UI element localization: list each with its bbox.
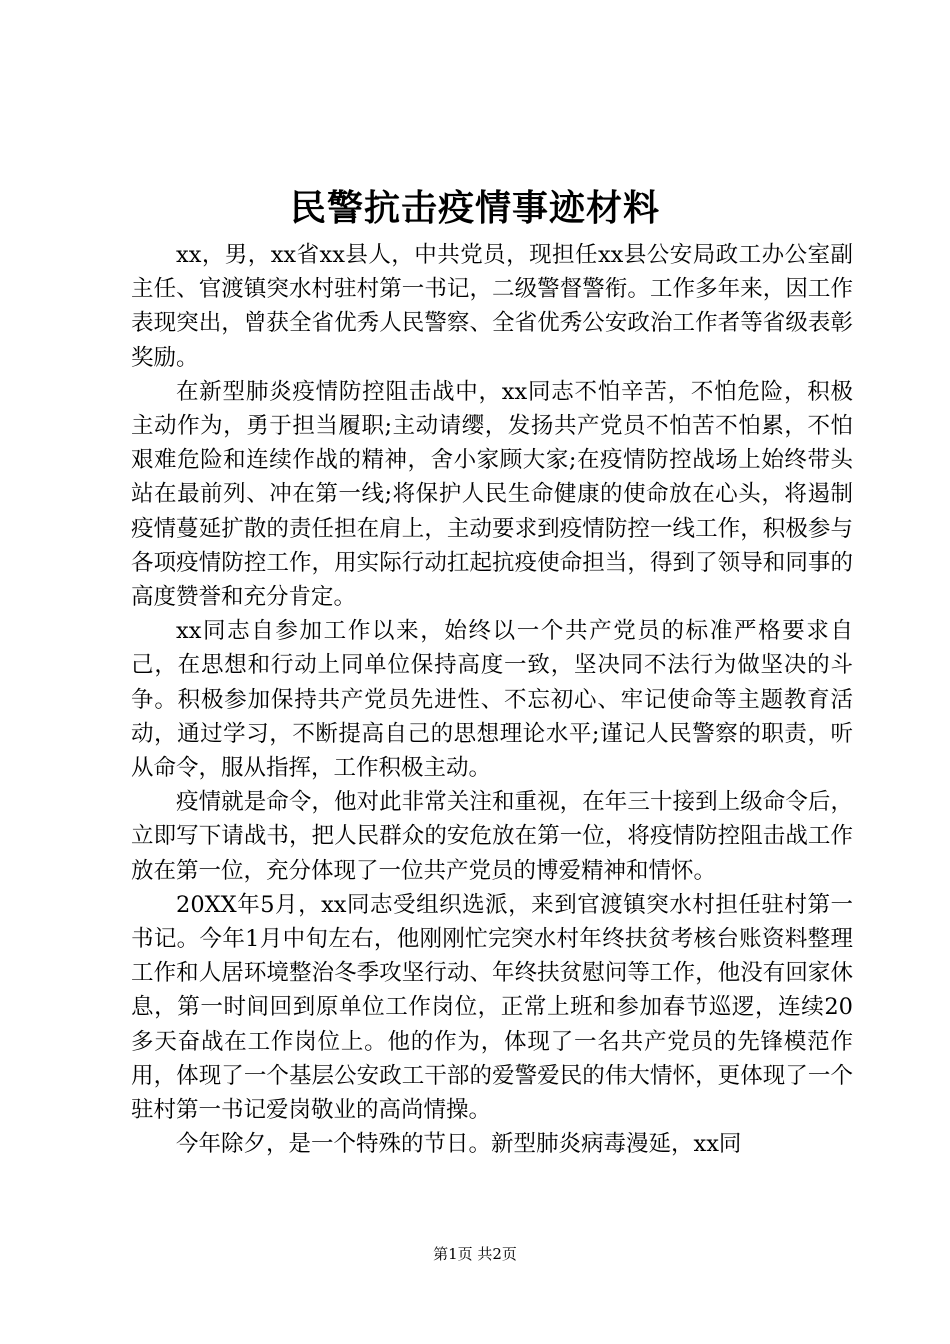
paragraph-5: 20XX年5月，xx同志受组织选派，来到官渡镇突水村担任驻村第一书记。今年1月中旬左右，他刚刚忙完突水村年终扶贫考核台账资料整理工作和人居环境整治冬季攻坚行动、年终扶贫慰问等工作，他没有回家休息，第一时间回到原单位工作岗位，正常上班和参加春节巡逻，连续20多天奋战在工作岗位上。他的作为，体现了一名共产党员的先锋模范作用，体现了一个基层公安政工干部的爱警爱民的伟大情怀，更体现了一个驻村第一书记爱岗敬业的高尚情操。: [131, 891, 853, 1124]
paragraph-3: xx同志自参加工作以来，始终以一个共产党员的标准严格要求自己，在思想和行动上同单位保持高度一致，坚决同不法行为做坚决的斗争。积极参加保持共产党员先进性、不忘初心、牢记使命等主题教育活动，通过学习，不断提高自己的思想理论水平;谨记人民警察的职责，听从命令，服从指挥，工作积极主动。: [131, 618, 853, 782]
paragraph-6: 今年除夕，是一个特殊的节日。新型肺炎病毒漫延，xx同: [176, 1131, 742, 1158]
paragraph-2: 在新型肺炎疫情防控阻击战中，xx同志不怕辛苦，不怕危险，积极主动作为，勇于担当履职;主动请缨，发扬共产党员不怕苦不怕累，不怕艰难危险和连续作战的精神，舍小家顾大家;在疫情防控战场上始终带头站在最前列、冲在第一线;将保护人民生命健康的使命放在心头，将遏制疫情蔓延扩散的责任担在肩上，主动要求到疫情防控一线工作，积极参与各项疫情防控工作，用实际行动扛起抗疫使命担当，得到了领导和同事的高度赞誉和充分肯定。: [131, 378, 853, 611]
document-title: 民警抗击疫情事迹材料: [289, 187, 660, 229]
paragraph-4: 疫情就是命令，他对此非常关注和重视，在年三十接到上级命令后，立即写下请战书，把人民群众的安危放在第一位，将疫情防控阻击战工作放在第一位，充分体现了一位共产党员的博爱精神和情怀。: [131, 789, 853, 884]
page-footer: 第1页 共2页: [433, 1245, 517, 1263]
document-body: [131, 238, 853, 1161]
paragraph-1: xx，男，xx省xx县人，中共党员，现担任xx县公安局政工办公室副主任、官渡镇突水村驻村第一书记，二级警督警衔。工作多年来，因工作表现突出，曾获全省优秀人民警察、全省优秀公安政治工作者等省级表彰奖励。: [131, 242, 853, 371]
